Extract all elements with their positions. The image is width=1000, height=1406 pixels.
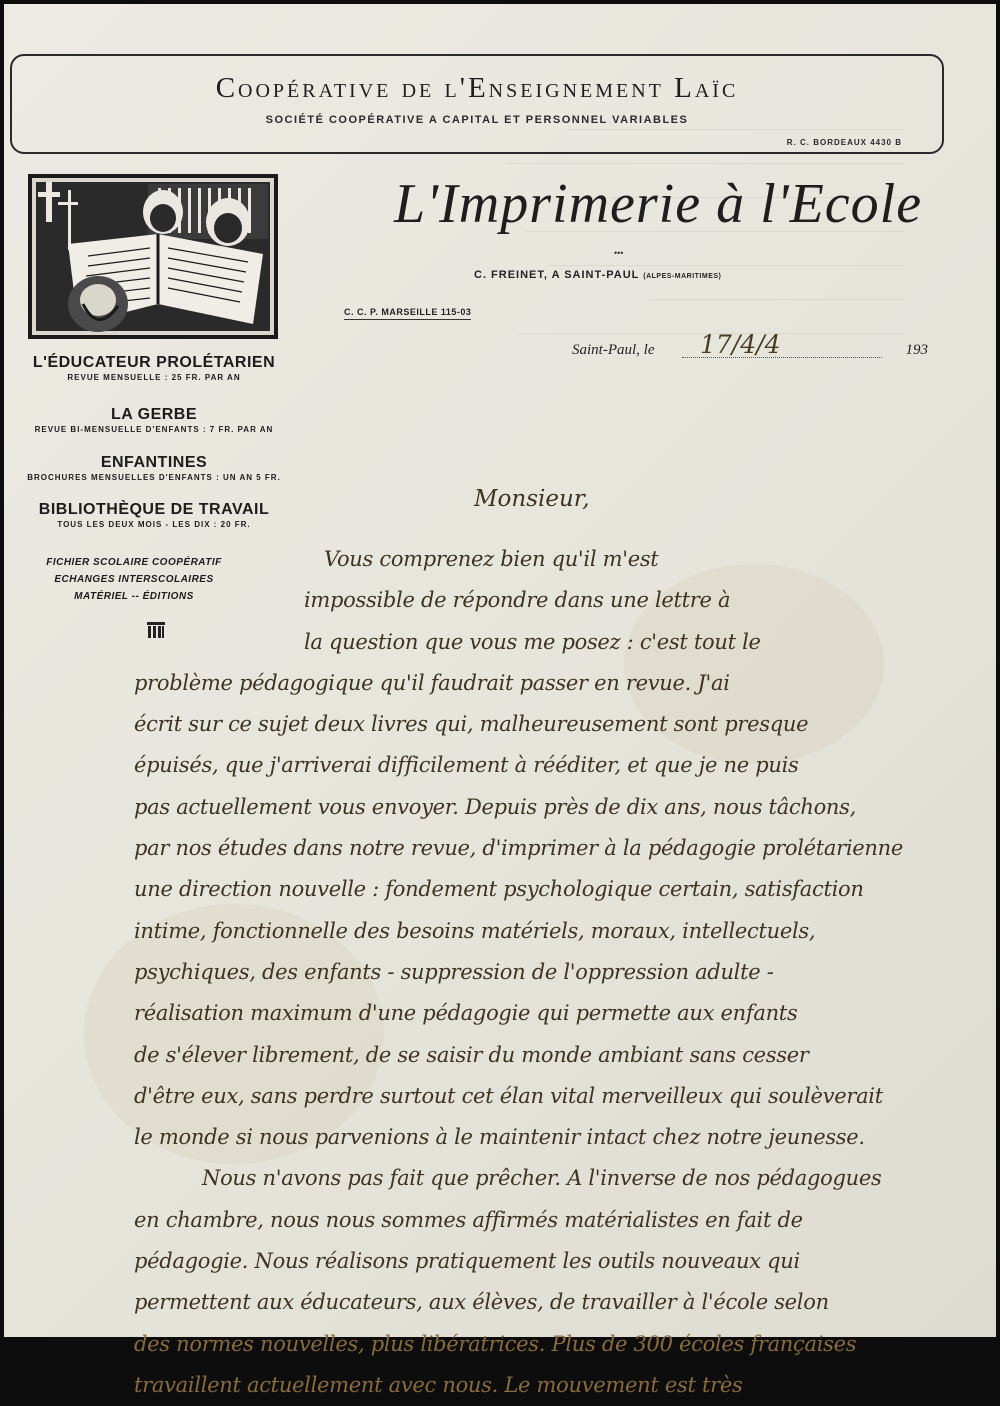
letter-line: Vous comprenez bien qu'il m'est — [324, 547, 659, 571]
sidebar-item — [4, 354, 304, 382]
letter-line: permettent aux éducateurs, aux élèves, de travailler à l'école selon — [134, 1290, 829, 1315]
letter-body — [134, 539, 974, 1406]
date-line — [572, 330, 932, 366]
brand-subtitle — [474, 269, 721, 281]
sidebar-item-sub: BROCHURES MENSUELLES D'ENFANTS : UN AN 5 FR. — [27, 473, 281, 482]
letter-line: des normes nouvelles, plus libératrices. Plus de 300 écoles françaises — [134, 1331, 857, 1356]
letter-line: psychiques, des enfants - suppression de l'oppression adulte - — [134, 959, 774, 984]
letter-line: impossible de répondre dans une lettre à — [304, 588, 731, 613]
sidebar-item — [4, 501, 304, 529]
brand-ornament: ••• — [614, 248, 624, 258]
letter-line: travaillent actuellement avec nous. Le mouvement est très — [134, 1372, 743, 1397]
sidebar-small-line: FICHIER SCOLAIRE COOPÉRATIF — [46, 557, 222, 568]
letter-line: intime, fonctionnelle des besoins matériels, moraux, intellectuels, — [134, 918, 816, 943]
letter-line: par nos études dans notre revue, d'imprimer à la pédagogie prolétarienne — [134, 836, 904, 861]
letter-salutation: Monsieur, — [474, 486, 590, 512]
letter-line: pas actuellement vous envoyer. Depuis près de dix ans, nous tâchons, — [134, 794, 857, 819]
sidebar-small-line: MATÉRIEL -- ÉDITIONS — [74, 591, 194, 602]
letterhead-subtitle: SOCIÉTÉ COOPÉRATIVE A CAPITAL ET PERSONNEL VARIABLES — [265, 114, 689, 126]
sidebar-item-title: L'ÉDUCATEUR PROLÉTARIEN — [32, 354, 276, 371]
sidebar-item-title: ENFANTINES — [100, 454, 208, 471]
brand-title: L'Imprimerie à l'Ecole — [394, 173, 923, 235]
sidebar-item — [4, 406, 304, 434]
letterhead-box — [10, 54, 944, 154]
handwritten-date: 17/4/4 — [700, 330, 781, 359]
letter-line: de s'élever librement, de se saisir du monde ambiant sans cesser — [134, 1042, 809, 1067]
brand-address: C. FREINET, A SAINT-PAUL — [474, 269, 640, 281]
letter-line: épuisés, que j'arriverai difficilement à rééditer, et que je ne puis — [134, 753, 799, 778]
date-year-suffix: 193 — [905, 342, 928, 358]
sidebar-item — [4, 454, 304, 482]
letter-line: une direction nouvelle : fondement psychologique certain, satisfaction — [134, 877, 864, 902]
letterhead-title: Coopérative de l'Enseignement Laïc — [215, 72, 739, 104]
letter-line: réalisation maximum d'une pédagogie qui permette aux enfants — [134, 1001, 798, 1026]
letter-line: Nous n'avons pas fait que prêcher. A l'inverse de nos pédagogues — [202, 1166, 882, 1191]
sidebar-item-sub: TOUS LES DEUX MOIS - LES DIX : 20 FR. — [57, 520, 251, 529]
woodcut-illustration — [28, 174, 278, 339]
brand-region: (ALPES-MARITIMES) — [643, 273, 722, 280]
registry-number: R. C. BORDEAUX 4430 B — [786, 138, 902, 147]
letter-line: le monde si nous parvenions à le maintenir intact chez notre jeunesse. — [134, 1125, 865, 1150]
letter-line: écrit sur ce sujet deux livres qui, malheureusement sont presque — [134, 712, 809, 737]
letter-line: en chambre, nous nous sommes affirmés matérialistes en fait de — [134, 1207, 803, 1232]
letter-line: la question que vous me posez : c'est tout le — [304, 629, 761, 654]
sidebar-item-sub: REVUE BI-MENSUELLE D'ENFANTS : 7 FR. PAR AN — [34, 425, 274, 434]
postal-account: C. C. P. MARSEILLE 115-03 — [344, 307, 471, 320]
sidebar-item-sub: REVUE MENSUELLE : 25 FR. PAR AN — [67, 373, 241, 382]
letter-sheet — [4, 4, 996, 1397]
sidebar-small-line: ECHANGES INTERSCOLAIRES — [54, 574, 214, 585]
sidebar-item-title: BIBLIOTHÈQUE DE TRAVAIL — [38, 501, 270, 518]
sidebar-item-title: LA GERBE — [110, 406, 198, 423]
letter-line: pédagogie. Nous réalisons pratiquement les outils nouveaux qui — [134, 1249, 800, 1274]
letter-line: problème pédagogique qu'il faudrait passer en revue. J'ai — [134, 670, 730, 695]
letter-line: d'être eux, sans perdre surtout cet élan vital merveilleux qui soulèverait — [134, 1083, 883, 1108]
show-through-ink — [484, 96, 904, 496]
date-prefix: Saint-Paul, le — [572, 342, 655, 358]
